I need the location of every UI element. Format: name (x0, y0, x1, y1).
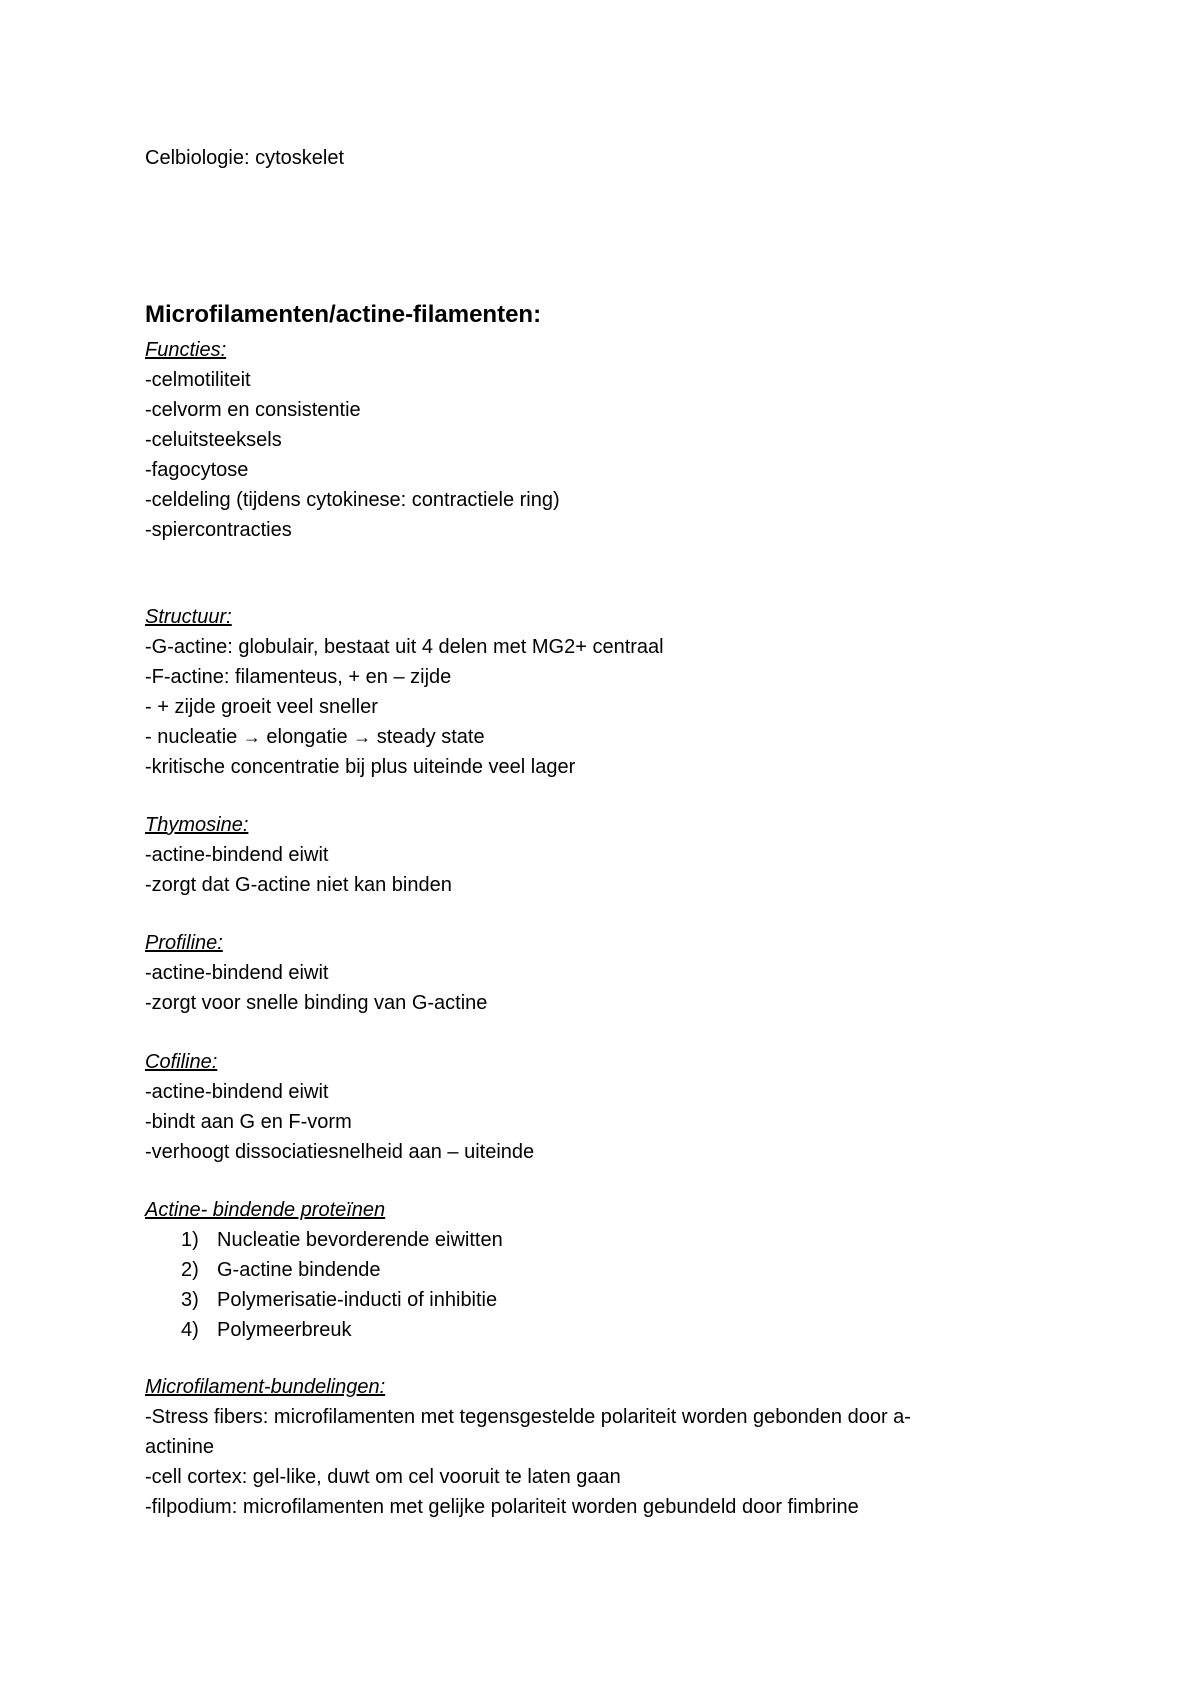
section-thymosine (145, 810, 1045, 900)
section-functies (145, 335, 1045, 545)
section-title-thymosine: Thymosine: (145, 814, 249, 836)
list-item: -filpodium: microfilamenten met gelijke polariteit worden gebundeld door fimbrine (145, 1496, 859, 1518)
main-heading: Microfilamenten/actine-filamenten: (145, 301, 542, 328)
section-profiline (145, 928, 1045, 1018)
section-bindende-proteinen (145, 1195, 1045, 1345)
list-item: -celuitsteeksels (145, 429, 282, 451)
item-text: G-actine bindende (217, 1259, 381, 1281)
list-item: -spiercontracties (145, 519, 292, 541)
item-number: 2) (181, 1259, 199, 1281)
list-item: actinine (145, 1436, 214, 1458)
section-title-bundelingen: Microfilament-bundelingen: (145, 1376, 386, 1398)
nucleation-step: - nucleatie (145, 726, 238, 748)
list-item: -celvorm en consistentie (145, 399, 361, 421)
section-title-profiline: Profiline: (145, 932, 223, 954)
numbered-item (145, 1315, 1045, 1345)
list-item: -celmotiliteit (145, 369, 251, 391)
list-item: -actine-bindend eiwit (145, 844, 329, 866)
document-title: Celbiologie: cytoskelet (145, 147, 344, 169)
section-title-cofiline: Cofiline: (145, 1051, 218, 1073)
section-bundelingen (145, 1372, 1045, 1522)
nucleation-sequence (145, 722, 1045, 752)
list-item: -F-actine: filamenteus, + en – zijde (145, 666, 452, 688)
elongation-step: elongatie (266, 726, 348, 748)
list-item: -zorgt voor snelle binding van G-actine (145, 992, 488, 1014)
list-item: -bindt aan G en F-vorm (145, 1111, 352, 1133)
section-structuur (145, 602, 1045, 782)
steady-state-step: steady state (376, 726, 485, 748)
list-item: -fagocytose (145, 459, 249, 481)
list-item: -G-actine: globulair, bestaat uit 4 delen met MG2+ centraal (145, 636, 664, 658)
numbered-item (145, 1285, 1045, 1315)
item-text: Polymerisatie-inducti of inhibitie (217, 1289, 498, 1311)
list-item: -kritische concentratie bij plus uiteinde veel lager (145, 756, 576, 778)
numbered-item (145, 1225, 1045, 1255)
numbered-item (145, 1255, 1045, 1285)
list-item: -Stress fibers: microfilamenten met tegensgestelde polariteit worden gebonden door a- (145, 1406, 911, 1428)
list-item: -cell cortex: gel-like, duwt om cel vooruit te laten gaan (145, 1466, 621, 1488)
list-item: -zorgt dat G-actine niet kan binden (145, 874, 452, 896)
item-text: Nucleatie bevorderende eiwitten (217, 1229, 503, 1251)
section-title-bindende-proteinen: Actine- bindende proteïnen (145, 1199, 386, 1221)
item-number: 3) (181, 1289, 199, 1311)
section-title-structuur: Structuur: (145, 606, 232, 628)
item-number: 4) (181, 1319, 199, 1341)
list-item: -actine-bindend eiwit (145, 1081, 329, 1103)
item-number: 1) (181, 1229, 199, 1251)
item-text: Polymeerbreuk (217, 1319, 352, 1341)
section-cofiline (145, 1047, 1045, 1167)
list-item: - + zijde groeit veel sneller (145, 696, 378, 718)
arrow-right-icon: → (353, 727, 372, 747)
list-item: -verhoogt dissociatiesnelheid aan – uiteinde (145, 1141, 535, 1163)
arrow-right-icon: → (242, 727, 261, 747)
list-item: -celdeling (tijdens cytokinese: contractiele ring) (145, 489, 560, 511)
section-title-functies: Functies: (145, 339, 227, 361)
list-item: -actine-bindend eiwit (145, 962, 329, 984)
